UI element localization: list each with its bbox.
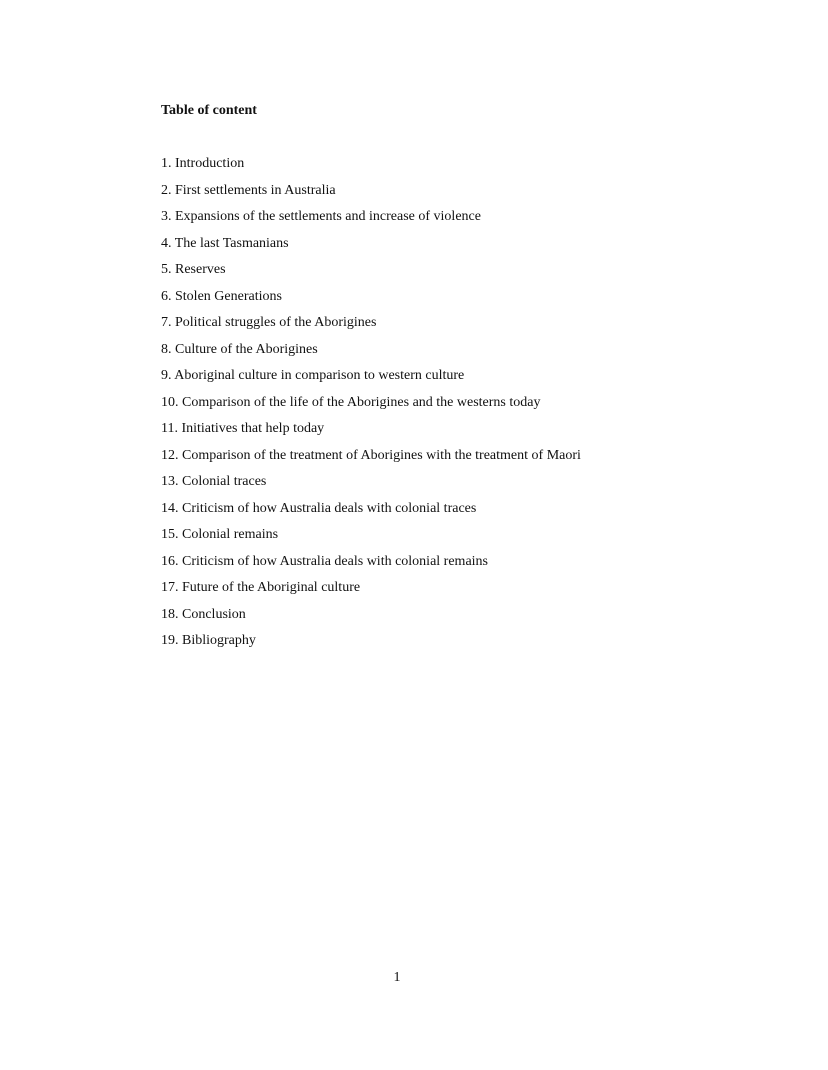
- toc-item: 5. Reserves: [161, 262, 226, 277]
- page-number: 1: [393, 970, 401, 985]
- toc-item: 10. Comparison of the life of the Aborigines and the westerns today: [161, 394, 541, 410]
- toc-item: 1. Introduction: [161, 156, 245, 171]
- toc-item: 16. Criticism of how Australia deals with colonial remains: [161, 553, 488, 569]
- toc-item: 15. Colonial remains: [161, 527, 279, 542]
- toc-item: 6. Stolen Generations: [161, 288, 282, 304]
- toc-item: 11. Initiatives that help today: [161, 421, 325, 436]
- toc-item: 7. Political struggles of the Aborigines: [161, 315, 377, 330]
- toc-item: 9. Aboriginal culture in comparison to western culture: [161, 368, 465, 383]
- toc-item: 17. Future of the Aboriginal culture: [161, 580, 361, 595]
- toc-item: 4. The last Tasmanians: [161, 235, 289, 251]
- toc-item: 3. Expansions of the settlements and increase of violence: [161, 209, 481, 224]
- toc-item: 14. Criticism of how Australia deals with colonial traces: [161, 500, 477, 516]
- toc-item: 8. Culture of the Aborigines: [161, 341, 318, 357]
- toc-list: [161, 154, 581, 658]
- toc-title: Table of content: [161, 103, 257, 118]
- toc-item: 12. Comparison of the treatment of Aborigines with the treatment of Maori: [161, 447, 581, 463]
- toc-item: 2. First settlements in Australia: [161, 182, 336, 198]
- toc-item: 18. Conclusion: [161, 606, 246, 622]
- toc-item: 19. Bibliography: [161, 633, 256, 648]
- toc-item: 13. Colonial traces: [161, 474, 267, 489]
